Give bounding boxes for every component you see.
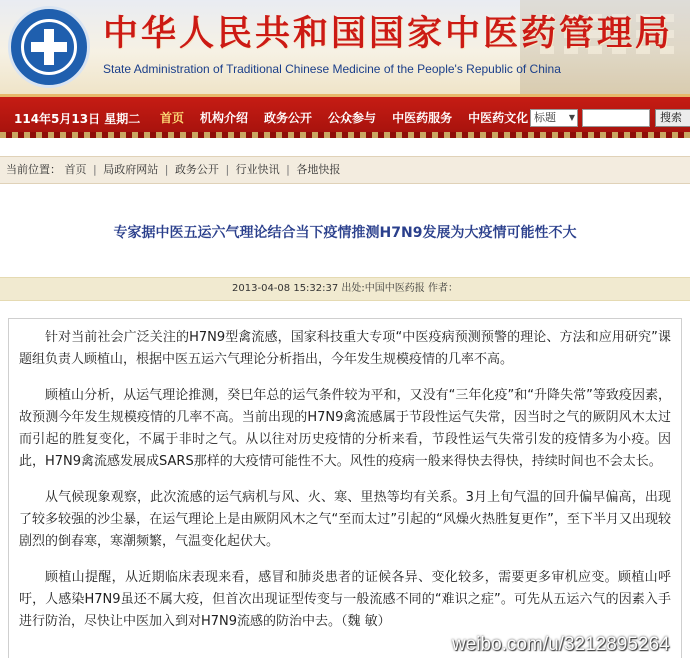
- breadcrumb-item-news[interactable]: 行业快讯: [235, 163, 280, 176]
- article-paragraph: 针对当前社会广泛关注的H7N9型禽流感，国家科技重大专项“中医疫病预测预警的理论、方法和应用研究”课题组负责人顾植山，根据中医五运六气理论分析指出，今年发生规模疫情的几率不高。: [19, 330, 671, 367]
- breadcrumb-separator: |: [164, 163, 169, 176]
- breadcrumb-separator: |: [93, 163, 97, 176]
- article-title: 专家据中医五运六气理论结合当下疫情推测H7N9发展为大疫情可能性不大: [113, 225, 577, 241]
- breadcrumb-item-site[interactable]: 局政府网站: [103, 163, 159, 176]
- article-paragraph: 从气候现象观察，此次流感的运气病机与风、火、寒、里热等均有关系。3月上旬气温的回升偏早偏高，出现了较多较强的沙尘暴，在运气理论上是由厥阴风木之气“至而太过”引起的“风燥火热胜复更作”，至下半月又出现较剧烈的倒春寒，寒潮频繁，气温变化起伏大。: [19, 490, 671, 549]
- nav-item-about[interactable]: 机构介绍: [200, 111, 249, 125]
- breadcrumb-separator: |: [286, 163, 290, 176]
- weibo-watermark: weibo.com/u/3212895264: [452, 634, 670, 655]
- agency-emblem-logo[interactable]: [8, 6, 90, 88]
- breadcrumb-separator: |: [225, 163, 230, 176]
- breadcrumb-prefix: 当前位置：: [6, 163, 61, 176]
- current-date: 114年5月13日 星期二: [14, 112, 141, 126]
- nav-item-home[interactable]: 首页: [160, 111, 185, 125]
- site-title-english: State Administration of Traditional Chinese Medicine of the People's Republic of China: [103, 62, 561, 76]
- chevron-down-icon: ▼: [568, 113, 575, 122]
- breadcrumb-item-affairs[interactable]: 政务公开: [174, 163, 219, 176]
- search-field-select-value: 标题: [534, 111, 556, 124]
- site-header: [0, 0, 690, 94]
- nav-item-tcm-culture[interactable]: 中医药文化: [468, 111, 529, 125]
- breadcrumb-item-home[interactable]: 首页: [64, 163, 87, 176]
- breadcrumb: [0, 156, 690, 184]
- nav-menu: [160, 109, 544, 126]
- article-paragraph: 顾植山分析，从运气理论推测，癸巳年总的运气条件较为平和，又没有“三年化疫”和“升降失常”等致疫因素，故预测今年发生规模疫情的几率不高。当前出现的H7N9禽流感属于节段性运气失常，因当时之气的厥阴风木太过而引起的胜复变化，不属于非时之气。从以往对历史疫情的分析来看，节段性运气失常引发的疫情多为小疫。因此，H7N9禽流感发展成SARS那样的大疫情可能性不大。风性的疫病一般来得快去得快，持续时间也不会太长。: [19, 388, 671, 469]
- article-paragraph: 顾植山提醒，从近期临床表现来看，感冒和肺炎患者的证候各异、变化较多，需要更多审机应变。顾植山呼吁，人感染H7N9虽还不属大疫，但首次出现证型传变与一般流感不同的“难识之症”。可先从五运六气的因素入手进行防治，尽快让中医加入到对H7N9流感的防治中去。（魏 敏）: [19, 570, 671, 629]
- search-button[interactable]: 搜索: [655, 109, 690, 127]
- main-navigation-bar: [0, 94, 690, 138]
- nav-item-public-participation[interactable]: 公众参与: [328, 111, 377, 125]
- article-body: [8, 318, 682, 658]
- site-title-chinese[interactable]: 中华人民共和国国家中医药管理局: [103, 13, 674, 54]
- search-input[interactable]: [582, 109, 650, 127]
- emblem-cross-horizontal: [31, 42, 67, 52]
- nav-item-tcm-services[interactable]: 中医药服务: [392, 111, 453, 125]
- search-field-select[interactable]: [530, 109, 578, 127]
- article-meta: 2013-04-08 15:32:37 出处:中国中医药报 作者：: [0, 277, 690, 301]
- nav-item-government-affairs[interactable]: 政务公开: [264, 111, 313, 125]
- breadcrumb-item-local[interactable]: 各地快报: [296, 163, 341, 176]
